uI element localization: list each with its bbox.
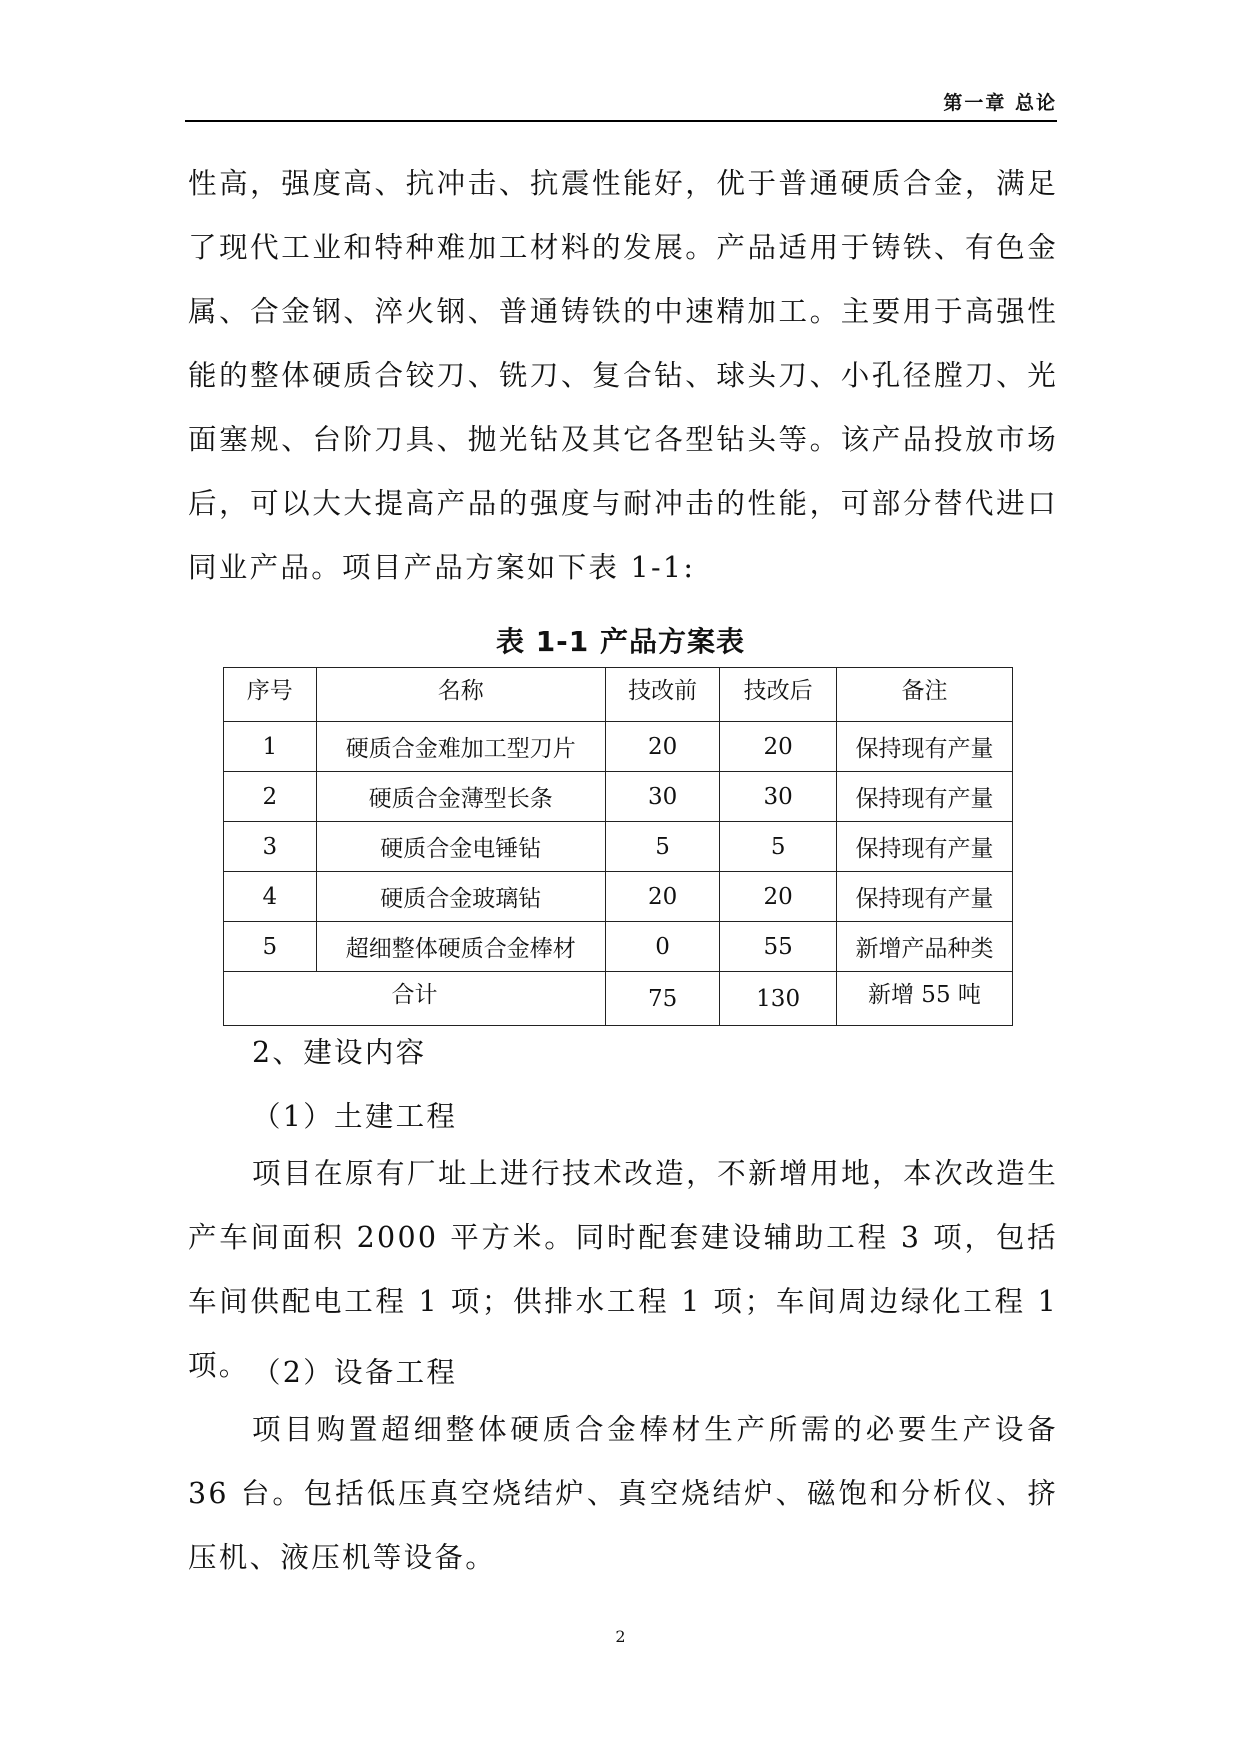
body-paragraph-2: 项目在原有厂址上进行技术改造，不新增用地，本次改造生产车间面积 2000 平方米。同时配套建设辅助工程 3 项，包括车间供配电工程 1 项；供排水工程 1 项；车间周边绿化工程 1 项。 — [188, 1157, 1058, 1382]
cell-index: 4 — [224, 872, 317, 922]
header-after: 技改后 — [720, 668, 837, 722]
total-label: 合计 — [224, 972, 606, 1026]
cell-before: 30 — [605, 772, 719, 822]
cell-after: 20 — [720, 872, 837, 922]
cell-index: 2 — [224, 772, 317, 822]
header-note: 备注 — [836, 668, 1012, 722]
cell-name: 硬质合金难加工型刀片 — [316, 722, 605, 772]
chapter-title: 第一章 总论 — [943, 92, 1057, 114]
table-caption: 表 1-1 产品方案表 — [495, 625, 746, 658]
total-note: 新增 55 吨 — [836, 972, 1012, 1026]
total-after: 130 — [720, 972, 837, 1026]
cell-before: 20 — [605, 722, 719, 772]
table-row — [224, 772, 1013, 822]
product-plan-table — [223, 667, 1013, 1026]
cell-name: 硬质合金玻璃钻 — [316, 872, 605, 922]
page-header — [185, 88, 1057, 122]
cell-name: 超细整体硬质合金棒材 — [316, 922, 605, 972]
section-heading-construction: 2、建设内容 — [252, 1036, 427, 1069]
cell-index: 3 — [224, 822, 317, 872]
table-row — [224, 722, 1013, 772]
table-row — [224, 872, 1013, 922]
page-number: 2 — [615, 1627, 626, 1646]
cell-after: 55 — [720, 922, 837, 972]
table-row — [224, 922, 1013, 972]
cell-note: 保持现有产量 — [836, 872, 1012, 922]
cell-before: 0 — [605, 922, 719, 972]
table-row — [224, 822, 1013, 872]
cell-after: 5 — [720, 822, 837, 872]
table-header-row — [224, 668, 1013, 722]
subsection-heading-civil: （1）土建工程 — [252, 1100, 458, 1133]
cell-note: 保持现有产量 — [836, 772, 1012, 822]
header-index: 序号 — [224, 668, 317, 722]
total-before: 75 — [605, 972, 719, 1026]
cell-note: 保持现有产量 — [836, 722, 1012, 772]
header-before: 技改前 — [605, 668, 719, 722]
cell-index: 5 — [224, 922, 317, 972]
cell-name: 硬质合金电锤钻 — [316, 822, 605, 872]
cell-index: 1 — [224, 722, 317, 772]
cell-before: 5 — [605, 822, 719, 872]
header-name: 名称 — [316, 668, 605, 722]
body-paragraph-3: 项目购置超细整体硬质合金棒材生产所需的必要生产设备 36 台。包括低压真空烧结炉、真空烧结炉、磁饱和分析仪、挤压机、液压机等设备。 — [188, 1413, 1058, 1574]
cell-note: 新增产品种类 — [836, 922, 1012, 972]
cell-before: 20 — [605, 872, 719, 922]
cell-after: 20 — [720, 722, 837, 772]
body-paragraph-1: 性高，强度高、抗冲击、抗震性能好，优于普通硬质合金，满足了现代工业和特种难加工材料的发展。产品适用于铸铁、有色金属、合金钢、淬火钢、普通铸铁的中速精加工。主要用于高强性能的整体硬质合铰刀、铣刀、复合钻、球头刀、小孔径膛刀、光面塞规、台阶刀具、抛光钻及其它各型钻头等。该产品投放市场后，可以大大提高产品的强度与耐冲击的性能，可部分替代进口同业产品。项目产品方案如下表 1-1: — [188, 167, 1058, 584]
table-total-row — [224, 972, 1013, 1026]
cell-after: 30 — [720, 772, 837, 822]
cell-note: 保持现有产量 — [836, 822, 1012, 872]
cell-name: 硬质合金薄型长条 — [316, 772, 605, 822]
subsection-heading-equipment: （2）设备工程 — [252, 1356, 458, 1389]
